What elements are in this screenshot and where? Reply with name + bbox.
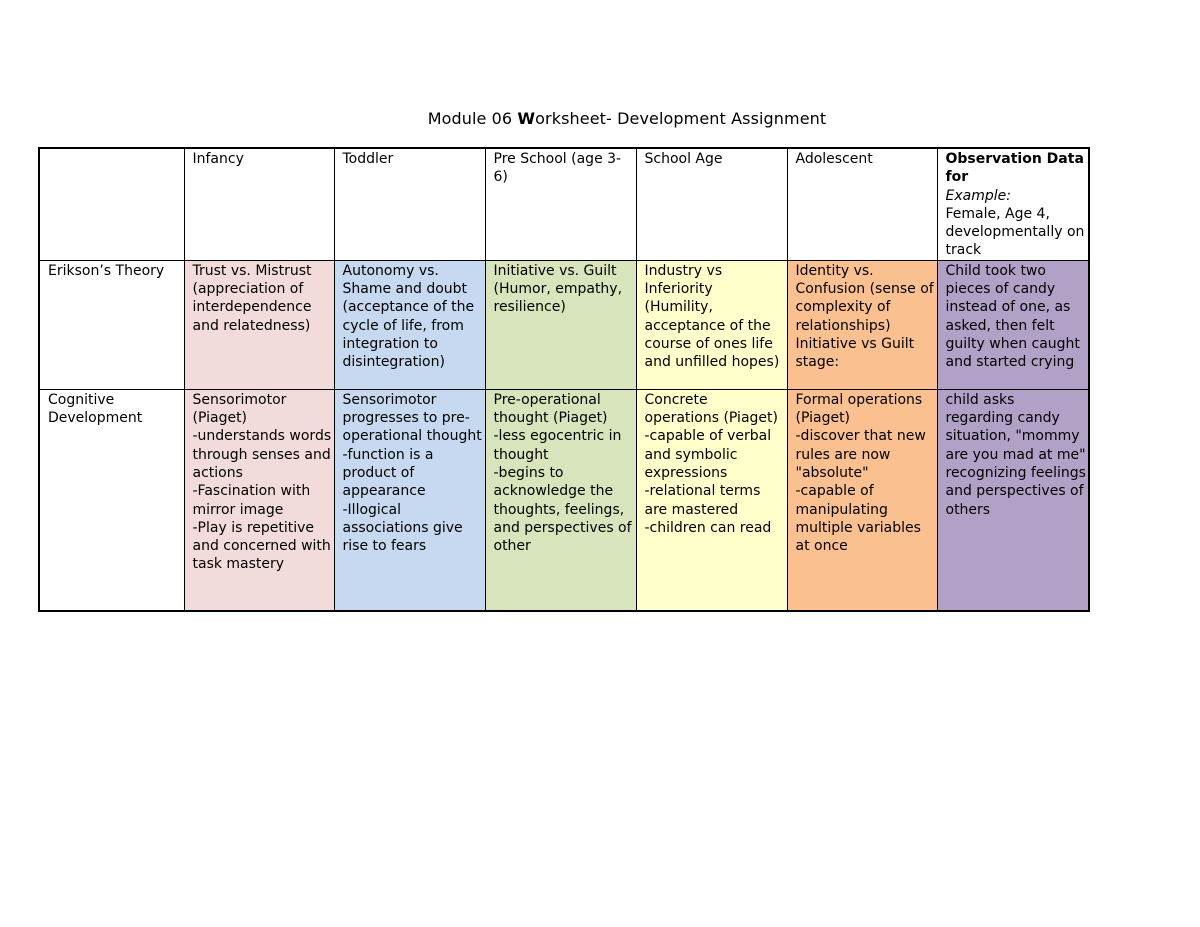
cognitive-adolescent-line: -discover that new rules are now "absolute" (795, 428, 926, 481)
cognitive-toddler-line: Sensorimotor progresses to pre-operational thought (342, 391, 482, 445)
observation-example-text: Female, Age 4, developmentally on track (945, 205, 1085, 259)
erikson-preschool-cell (485, 260, 636, 389)
cognitive-toddler-cell (334, 389, 485, 611)
cognitive-school-age-line: -capable of verbal and symbolic expressions (644, 428, 772, 481)
title-suffix: orksheet- Development Assignment (535, 109, 827, 128)
table-row-cognitive (39, 389, 1089, 611)
cognitive-observation-cell: child asks regarding candy situation, "mommy are you mad at me" recognizing feelings and perspectives of others (937, 389, 1089, 611)
title-bold-letter: W (517, 109, 536, 128)
cognitive-infancy-line: -Play is repetitive and concerned with task mastery (192, 519, 331, 573)
header-toddler: Toddler (334, 148, 485, 260)
cognitive-school-age-line: -children can read (644, 519, 772, 536)
cognitive-preschool-line: -less egocentric in thought (493, 428, 622, 463)
erikson-infancy-cell: Trust vs. Mistrust (appreciation of interdependence and relatedness) (184, 260, 334, 389)
cognitive-preschool-line: Pre-operational thought (Piaget) (493, 391, 608, 427)
cognitive-infancy-line: -Fascination with mirror image (192, 483, 311, 518)
cognitive-adolescent-cell (787, 389, 937, 611)
observation-example-label: Example: (945, 187, 1011, 204)
observation-title: Observation Data for (945, 151, 1084, 186)
header-preschool: Pre School (age 3-6) (485, 148, 636, 260)
erikson-school-age-cell: Industry vs Inferiority (Humility, acceptance of the course of ones life and unfilled hopes) (636, 260, 787, 389)
development-table (38, 147, 1090, 612)
title-prefix: Module 06 (427, 109, 518, 128)
erikson-adolescent-cell (787, 260, 937, 389)
header-infancy: Infancy (184, 148, 334, 260)
cognitive-school-age-cell (636, 389, 787, 611)
page-title (0, 109, 1200, 128)
header-row (39, 148, 1089, 260)
erikson-observation-cell: Child took two pieces of candy instead of one, as asked, then felt guilty when caught and started crying (937, 260, 1089, 389)
cognitive-preschool-line: -begins to acknowledge the thoughts, feelings, and perspectives of other (493, 464, 632, 555)
cognitive-infancy-cell (184, 389, 334, 611)
header-corner-cell (39, 148, 184, 260)
cognitive-adolescent-line: -capable of manipulating multiple variables at once (795, 483, 921, 555)
cognitive-preschool-cell (485, 389, 636, 611)
cognitive-toddler-line: -function is a product of appearance (342, 446, 434, 500)
cognitive-toddler-line: -Illogical associations give rise to fears (342, 501, 463, 555)
table-row-erikson (39, 260, 1089, 389)
row-label-cognitive: Cognitive Development (39, 389, 184, 611)
cognitive-infancy-line: Sensorimotor (Piaget) (192, 391, 287, 427)
erikson-adolescent-line: Initiative vs Guilt stage: (795, 335, 915, 371)
header-observation (937, 148, 1089, 260)
erikson-preschool-line: (Humor, empathy, resilience) (493, 281, 623, 316)
erikson-adolescent-line: Identity vs. Confusion (sense of complexity of relationships) (795, 262, 934, 334)
cognitive-infancy-line: -understands words through senses and actions (192, 428, 332, 481)
cognitive-school-age-line: -relational terms are mastered (644, 483, 761, 518)
header-school-age: School Age (636, 148, 787, 260)
row-label-erikson: Erikson’s Theory (39, 260, 184, 389)
header-adolescent: Adolescent (787, 148, 937, 260)
cognitive-school-age-line: Concrete operations (Piaget) (644, 391, 778, 427)
erikson-preschool-line: Initiative vs. Guilt (493, 262, 617, 279)
cognitive-adolescent-line: Formal operations (Piaget) (795, 391, 923, 427)
erikson-toddler-cell: Autonomy vs. Shame and doubt (acceptance of the cycle of life, from integration to disintegration) (334, 260, 485, 389)
